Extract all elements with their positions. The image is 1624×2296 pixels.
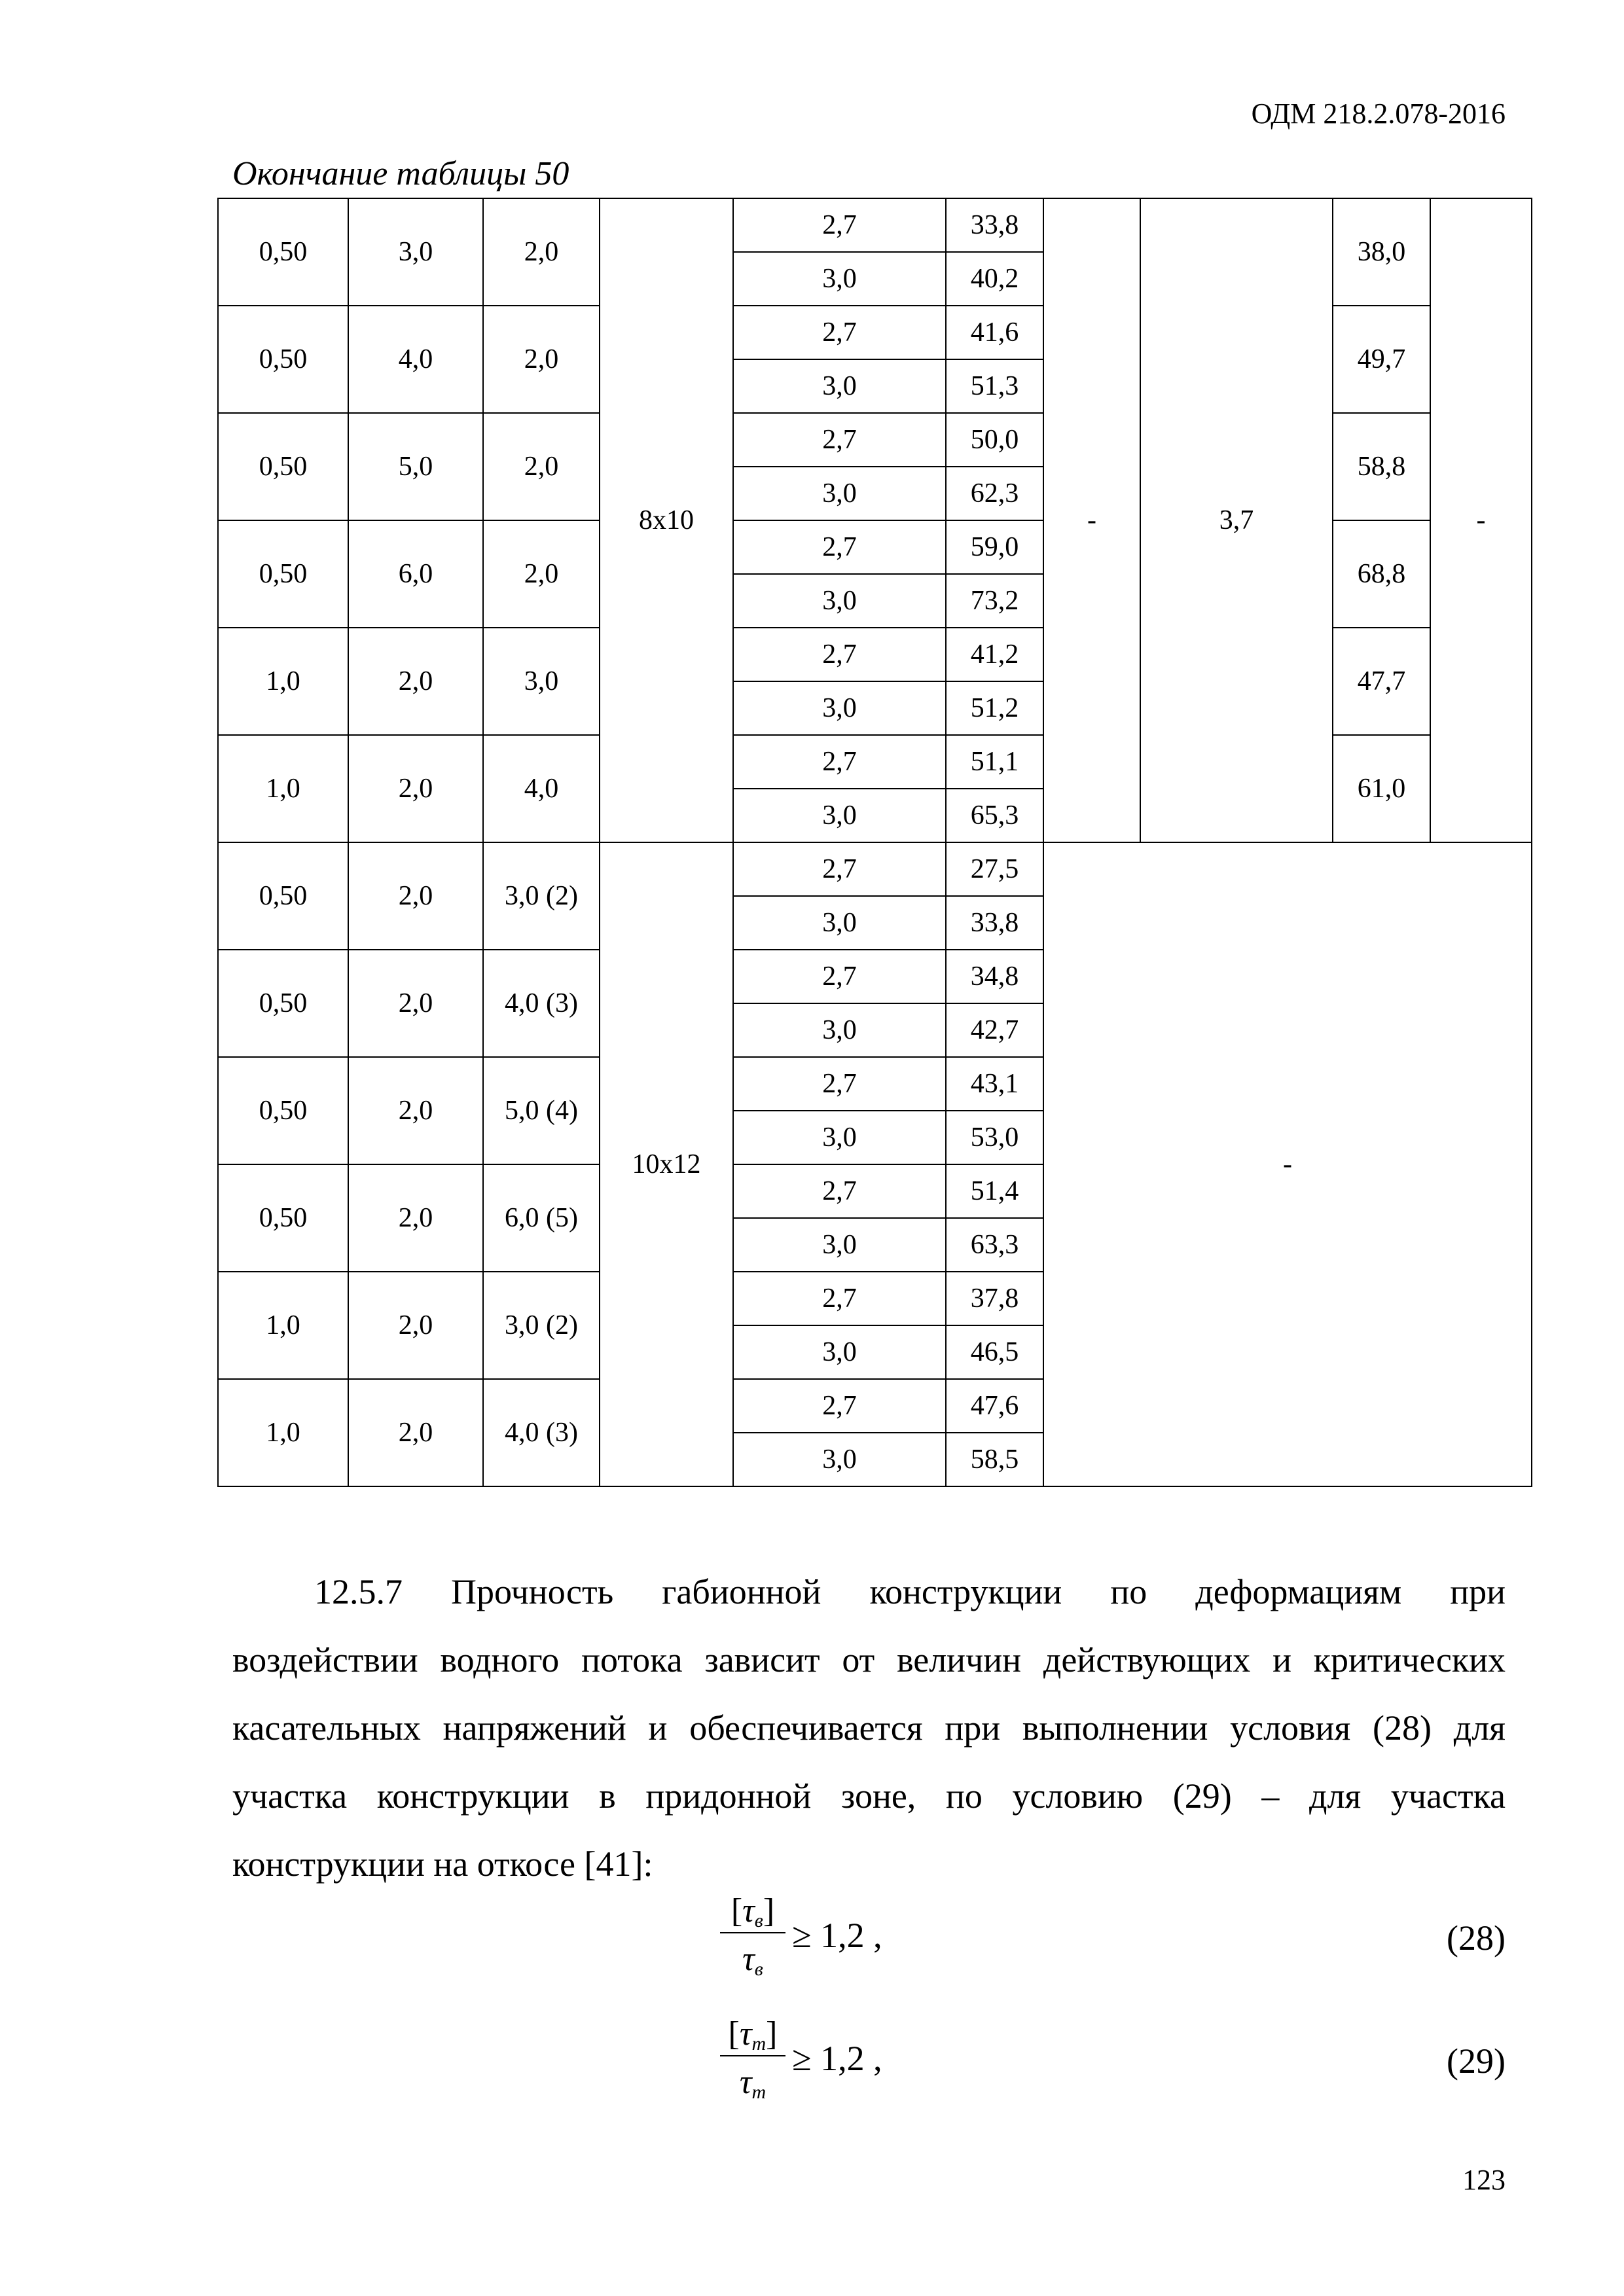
table-cell: 2,0 [483,520,600,628]
table-cell: 5,0 [348,413,483,520]
table-cell: 1,0 [218,735,348,842]
table-cell: 2,0 [348,842,483,950]
table-cell: 0,50 [218,306,348,413]
table-cell: 5,0 (4) [483,1057,600,1164]
table-cell: 1,0 [218,1379,348,1486]
paragraph-line: конструкции на откосе [41]: [232,1844,653,1884]
table-cell: 3,0 [733,789,946,842]
table-cell: 3,0 [733,574,946,628]
table-cell: 3,0 [733,1433,946,1486]
table-cell: 3,0 [733,467,946,520]
table-cell: 1,0 [218,628,348,735]
table-cell: 3,0 [483,628,600,735]
table-cell: 51,1 [946,735,1043,789]
table-cell: 4,0 (3) [483,950,600,1057]
data-table [217,198,1532,1487]
table-cell: 51,4 [946,1164,1043,1218]
table-cell: 0,50 [218,1164,348,1272]
table-cell: 3,0 (2) [483,1272,600,1379]
denominator-subscript: в [754,1958,763,1980]
fraction [720,2015,785,2104]
table-cell: 2,0 [348,735,483,842]
table-cell: 2,7 [733,198,946,252]
table-cell: 3,0 [733,681,946,735]
table-cell: 63,3 [946,1218,1043,1272]
table-row [218,413,1532,467]
numerator-bracket-close: ] [763,1892,775,1929]
table-cell: 0,50 [218,842,348,950]
table-cell: 2,7 [733,842,946,896]
numerator-symbol: τ [742,1892,755,1929]
mesh-size-cell: 10х12 [600,842,733,1486]
table-cell: 0,50 [218,950,348,1057]
table-cell: 49,7 [1333,306,1430,413]
table-cell: 4,0 (3) [483,1379,600,1486]
table-row [218,198,1532,252]
table-cell: 2,0 [348,1379,483,1486]
table-cell: 2,7 [733,1272,946,1325]
document-code: ОДМ 218.2.078-2016 [1251,98,1506,130]
table-cell: 65,3 [946,789,1043,842]
table-cell: 73,2 [946,574,1043,628]
table-cell: 2,0 [483,413,600,520]
numerator-bracket-open: [ [731,1892,743,1929]
table-cell: 43,1 [946,1057,1043,1111]
equation-number-28: (28) [1447,1918,1506,1958]
table-row [218,735,1532,789]
table-cell: 41,6 [946,306,1043,359]
table-cell: 38,0 [1333,198,1430,306]
table-cell: 58,8 [1333,413,1430,520]
table-cell: 37,8 [946,1272,1043,1325]
table-cell: 62,3 [946,467,1043,520]
table-cell: 2,7 [733,1164,946,1218]
numerator-bracket-open: [ [728,2015,740,2053]
table-cell: 68,8 [1333,520,1430,628]
paragraph-12-5-7 [232,1558,1506,1898]
table-cell: 2,0 [483,198,600,306]
table-cell: 51,3 [946,359,1043,413]
table-cell: 42,7 [946,1003,1043,1057]
table-row [218,520,1532,574]
numerator-subscript: т [751,2033,767,2054]
mesh-size-cell: 8х10 [600,198,733,842]
table-cell: 51,2 [946,681,1043,735]
relation: ≥ 1,2 , [792,1916,882,1955]
table-cell: - [1430,198,1532,842]
denominator-subscript: т [751,2081,767,2103]
table-continuation-caption: Окончание таблицы 50 [232,155,569,192]
table-cell: 2,7 [733,413,946,467]
table-cell: 0,50 [218,198,348,306]
table-row [218,628,1532,681]
paragraph-line: касательных напряжений и обеспечивается при выполнении условия (28) для [232,1708,1506,1748]
numerator-subscript: в [754,1910,763,1931]
table-cell: 0,50 [218,413,348,520]
table-cell: 2,0 [483,306,600,413]
table-cell: 27,5 [946,842,1043,896]
table-cell: 6,0 (5) [483,1164,600,1272]
table-cell: 2,0 [348,1057,483,1164]
table-cell: 4,0 [483,735,600,842]
table-cell: - [1043,842,1532,1486]
table-cell: 40,2 [946,252,1043,306]
relation: ≥ 1,2 , [792,2039,882,2078]
table-cell: 2,7 [733,735,946,789]
paragraph-line: участка конструкции в придонной зоне, по условию (29) – для участка [232,1776,1506,1816]
table-cell: 2,7 [733,950,946,1003]
table-cell: 3,0 [733,359,946,413]
table-cell: 34,8 [946,950,1043,1003]
table-cell: 2,0 [348,1272,483,1379]
table-cell: 41,2 [946,628,1043,681]
table-cell: 3,0 [348,198,483,306]
paragraph-line: 12.5.7 Прочность габионной конструкции по деформациям при [314,1572,1506,1611]
equation-number-29: (29) [1447,2041,1506,2081]
table-cell: 33,8 [946,896,1043,950]
table-cell: 47,6 [946,1379,1043,1433]
table-cell: 3,0 [733,252,946,306]
table-cell: - [1043,198,1140,842]
table-cell: 6,0 [348,520,483,628]
denominator-symbol: τ [742,1941,755,1978]
page-number: 123 [1462,2164,1506,2196]
table-cell: 0,50 [218,1057,348,1164]
numerator-symbol: τ [739,2015,752,2053]
table-cell: 2,7 [733,520,946,574]
table-cell: 2,0 [348,1164,483,1272]
table-cell: 3,0 [733,1325,946,1379]
table-cell: 3,0 [733,1111,946,1164]
table-cell: 2,7 [733,1057,946,1111]
table-cell: 2,0 [348,950,483,1057]
table-cell: 47,7 [1333,628,1430,735]
table-cell: 53,0 [946,1111,1043,1164]
table-cell: 50,0 [946,413,1043,467]
table-cell: 2,7 [733,628,946,681]
table-cell: 2,0 [348,628,483,735]
table-cell: 33,8 [946,198,1043,252]
denominator-symbol: τ [739,2064,752,2101]
table-cell: 0,50 [218,520,348,628]
fraction [720,1892,785,1981]
table-row [218,306,1532,359]
table-cell: 3,7 [1140,198,1333,842]
table-row [218,842,1532,896]
table-cell: 3,0 [733,896,946,950]
table-cell: 61,0 [1333,735,1430,842]
table-cell: 3,0 (2) [483,842,600,950]
paragraph-line: воздействии водного потока зависит от величин действующих и критических [232,1640,1506,1679]
table-cell: 59,0 [946,520,1043,574]
table-cell: 4,0 [348,306,483,413]
table-cell: 2,7 [733,1379,946,1433]
table-cell: 58,5 [946,1433,1043,1486]
numerator-bracket-close: ] [766,2015,778,2053]
table-cell: 46,5 [946,1325,1043,1379]
table-cell: 3,0 [733,1218,946,1272]
table-cell: 2,7 [733,306,946,359]
table-cell: 3,0 [733,1003,946,1057]
table-cell: 1,0 [218,1272,348,1379]
